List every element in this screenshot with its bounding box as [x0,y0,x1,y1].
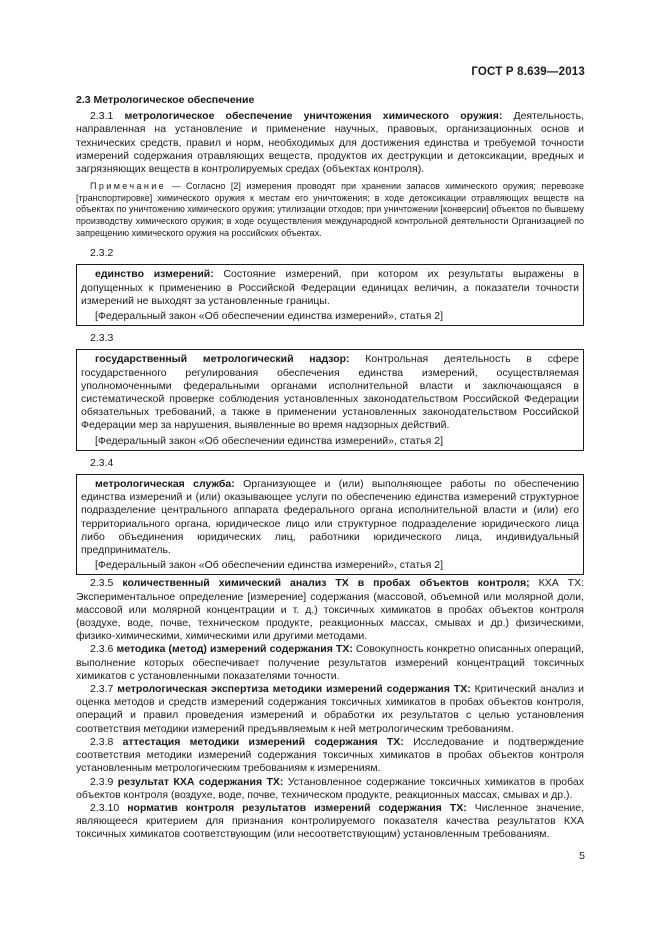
section-title: 2.3 Метрологическое обеспечение [76,94,255,106]
term: метрологическое обеспечение уничтожения химического оружия: [124,110,503,123]
definition: Организующее и (или) выполняющее работы по обеспечению единства измерений и (или) оказывающее услуги по обеспечению единства измерений структурное подразделение центрального аппарата федерального органа исполнительной власти и (или) его территориального органа, юридическое лицо или структурное подразделение юридического лица либо объединения юридических лиц, работники юридического лица, индивидуальный предприниматель. [81,478,579,557]
paragraph-number: 2.3.8 [90,735,114,748]
document-code: ГОСТ Р 8.639—2013 [471,66,585,78]
source-reference: [Федеральный закон «Об обеспечении единства измерений», статья 2] [95,434,443,447]
definition: Деятельность, направленная на установление и применение научных, правовых, организационных основ и технических средств, правил и норм, необходимых для достижения единства и требуемой точности измерений содержания отравляющих веществ, продуктов их деструкции и детоксикации, вредных и загрязняющих веществ в контролируемых средах (объектах контроля). [76,110,584,176]
paragraph-2-3-6 [76,643,584,683]
definition-box [76,474,584,575]
note-label: Примечание [90,181,167,192]
definition: КХА ТХ: Экспериментальное определение [измерение] содержания (массовой, объемной или молярной доли, массовой или молярной концентрации и т. д.) токсичных химикатов в пробах объектов контроля (воздухе, воде, почве, техническом продукте, реакционных массах, смывах и др.) физическими, физико-химическими, химическими или другими методами. [76,577,585,643]
term: методика (метод) измерений содержания ТХ: [116,643,353,656]
paragraph-2-3-1 [76,110,584,176]
paragraph-number: 2.3.2 [90,247,114,260]
paragraph-number: 2.3.1 [90,110,114,123]
paragraph-number: 2.3.3 [90,332,114,345]
paragraph-2-3-7 [76,683,584,736]
box-text [81,353,579,432]
definition: Численное значение, являющееся критерием для признания контролируемого показателя качества результатов КХА токсичных химикатов соответствующим (или несоответствующим) установленным требованиям. [76,801,585,841]
main-content [76,94,584,842]
note-text: — Согласно [2] измерения проводят при хранении запасов химического оружия; перевозке [транспортировке] химического оружия к местам его уничтожения; в ходе детоксикации отравляющих веществ на объектах по уничтожению химического оружия; утилизации отходов; при уничтожении [конверсии] объектов по бывшему производству химического оружия; в ходе осуществления международной контрольной деятельности Организацией по запрещению химического оружия на российских объектах. [76,181,584,238]
term: единство измерений: [95,268,214,281]
definition: Совокупность конкретно описанных операций, выполнение которых обеспечивает получение результатов измерений концентраций токсичных химикатов с установленными показателями точности. [76,643,585,682]
definition: Состояние измерений, при котором их результаты выражены в допущенных к применению в Российской Федерации единицах величин, а показатели точности измерений не выходят за установленные границы. [81,268,580,307]
term: результат КХА содержания ТХ: [117,775,284,788]
definition: Контрольная деятельность в сфере государственного регулирования обеспечения единства измерений, осуществляемая уполномоченными федеральными органами исполнительной власти и заключающаяся в систематической проверке соблюдения установленных законодательством Российской Федерации обязательных требований, а также в применении установленных законодательством Российской Федерации мер за нарушения, выявленные во время надзорных действий. [81,353,579,432]
paragraph-2-3-5 [76,577,584,643]
paragraph-number: 2.3.6 [90,643,114,656]
definition-box [76,349,584,450]
definition: Установленное содержание токсичных химикатов в пробах объектов контроля (воздухе, воде, почве, техническом продукте, реакционных массах, смывах и др.). [76,775,584,801]
term: количественный химический анализ ТХ в пробах объектов контроля; [122,577,530,590]
paragraph-2-3-8 [76,736,584,776]
paragraph-number: 2.3.10 [90,801,120,814]
definition: Критический анализ и оценка методов и средств измерений содержания токсичных химикатов в пробах объектов контроля, операций и правил проведения измерений и обработки их результатов с целью установления соответствия методики измерений предъявляемым к ней метрологическим требованиям. [76,683,585,735]
paragraph-number: 2.3.5 [90,577,114,590]
box-text [81,268,579,308]
definition: Исследование и подтверждение соответствия методики измерений содержания токсичных химикатов в пробах объектов контроля установленным метрологическим требованиям к измерениям. [76,735,585,775]
term: аттестация методики измерений содержания ТХ: [122,735,404,748]
paragraph-number: 2.3.4 [90,456,114,469]
term: норматив контроля результатов измерений содержания ТХ: [127,801,467,814]
term: метрологическая экспертиза методики измерений содержания ТХ: [117,683,471,696]
definition-box [76,264,584,326]
page-number: 5 [579,850,585,862]
term: государственный метрологический надзор: [95,353,350,366]
paragraph-number: 2.3.7 [90,683,114,696]
note [76,181,584,239]
paragraph-number: 2.3.9 [90,775,114,788]
paragraph-2-3-10 [76,802,584,842]
paragraph-2-3-9 [76,776,584,802]
box-text [81,478,579,557]
term: метрологическая служба: [95,478,235,491]
source-reference: [Федеральный закон «Об обеспечении единства измерений», статья 2] [95,310,443,322]
source-reference: [Федеральный закон «Об обеспечении единства измерений», статья 2] [95,559,443,572]
